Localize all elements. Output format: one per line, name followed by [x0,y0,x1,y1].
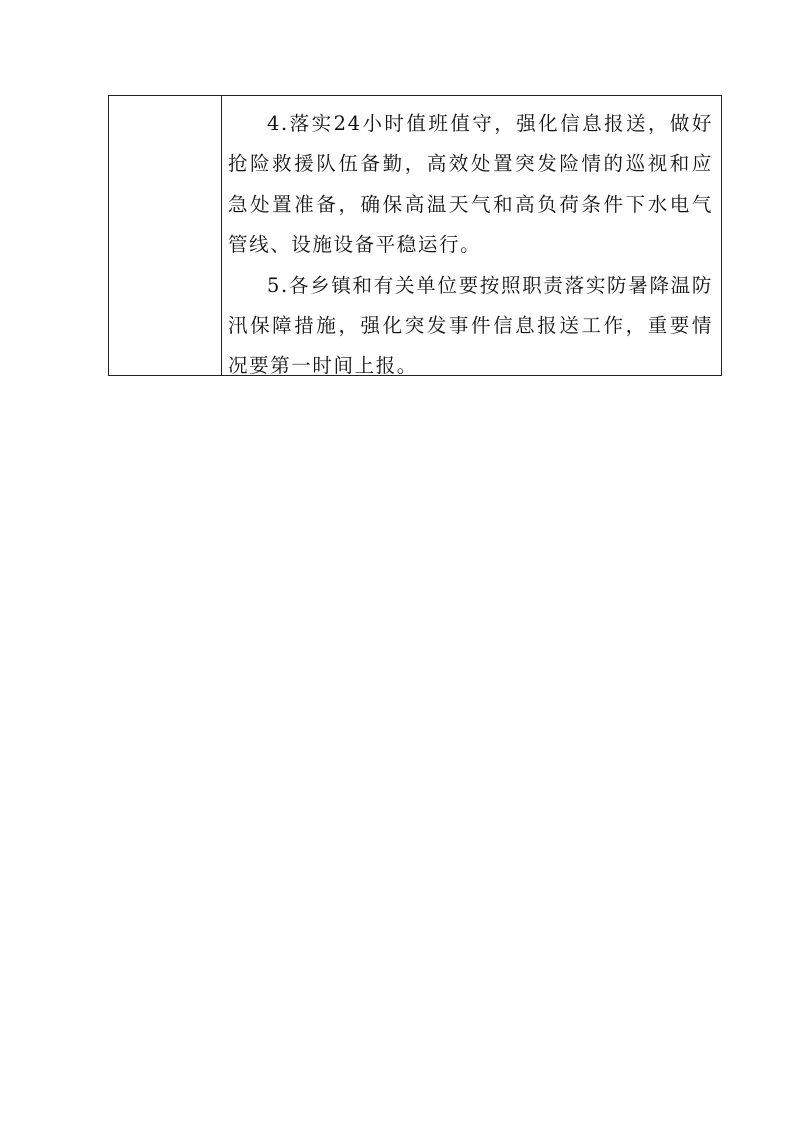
table-left-cell [109,96,222,375]
table-right-cell [222,96,721,378]
paragraph-item-5: 5.各乡镇和有关单位要按照职责落实防暑降温防汛保障措施，强化突发事件信息报送工作，重要情况要第一时间上报。 [228,273,713,378]
content-table [108,95,722,376]
paragraph-item-4: 4.落实24小时值班值守，强化信息报送，做好抢险救援队伍备勤，高效处置突发险情的巡视和应急处置准备，确保高温天气和高负荷条件下水电气管线、设施设备平稳运行。 [228,112,713,257]
